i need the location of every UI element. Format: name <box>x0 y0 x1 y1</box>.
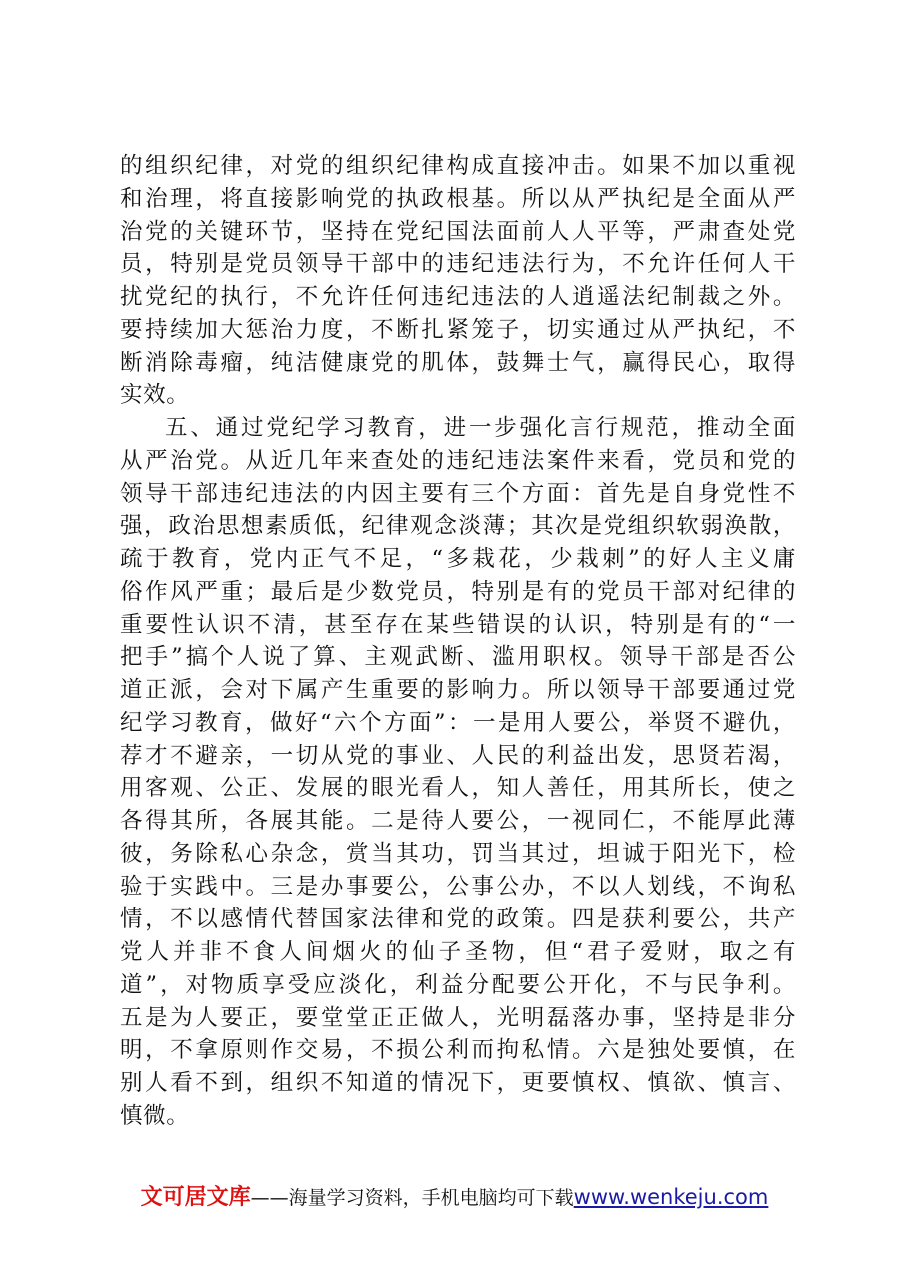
text-line: 慎微。 <box>120 1102 190 1129</box>
text-line: 断消除毒瘤，纯洁健康党的肌体，鼓舞士气，赢得民心，取得 <box>120 349 796 376</box>
text-line: 治党的关键环节，坚持在党纪国法面前人人平等，严肃查处党 <box>120 218 796 245</box>
text-line: 情，不以感情代替国家法律和党的政策。四是获利要公，共产 <box>120 906 796 933</box>
text-line: 荐才不避亲，一切从党的事业、人民的利益出发，思贤若渴， <box>120 742 796 769</box>
text-line: 要持续加大惩治力度，不断扎紧笼子，切实通过从严执纪，不 <box>120 316 796 343</box>
brand-name: 文可居文库 <box>140 1185 251 1210</box>
text-line: 从严治党。从近几年来查处的违纪违法案件来看，党员和党的 <box>120 447 796 474</box>
text-line-indented: 五、通过党纪学习教育，进一步强化言行规范，推动全面 <box>165 415 796 441</box>
text-line: 把手”搞个人说了算、主观武断、滥用职权。领导干部是否公 <box>120 644 796 671</box>
text-line: 扰党纪的执行，不允许任何违纪违法的人逍遥法纪制裁之外。 <box>120 284 796 310</box>
text-line: 明，不拿原则作交易，不损公利而拘私情。六是独处要慎，在 <box>120 1037 796 1064</box>
text-line: 疏于教育，党内正气不足，“多栽花，少栽刺”的好人主义庸 <box>120 546 796 572</box>
text-line: 彼，务除私心杂念，赏当其功，罚当其过，坦诚于阳光下，检 <box>120 840 796 867</box>
footer-banner <box>0 1180 909 1215</box>
text-line: 五是为人要正，要堂堂正正做人，光明磊落办事，坚持是非分 <box>120 1004 796 1031</box>
document-body <box>120 150 796 1133</box>
text-line: 验于实践中。三是办事要公，公事公办，不以人划线，不询私 <box>120 873 796 900</box>
text-line: 和治理，将直接影响党的执政根基。所以从严执纪是全面从严 <box>120 185 796 212</box>
text-line: 强，政治思想素质低，纪律观念淡薄；其次是党组织软弱涣散， <box>120 513 796 540</box>
footer-tagline: ——海量学习资料，手机电脑均可下载 <box>250 1187 574 1209</box>
text-line: 用客观、公正、发展的眼光看人，知人善任，用其所长，使之 <box>120 775 796 802</box>
text-line: 领导干部违纪违法的内因主要有三个方面：首先是自身党性不 <box>120 480 796 507</box>
paragraph-2 <box>120 412 796 1133</box>
text-line: 纪学习教育，做好“六个方面”：一是用人要公，举贤不避仇， <box>120 709 796 736</box>
text-line: 员，特别是党员领导干部中的违纪违法行为，不允许任何人干 <box>120 251 796 278</box>
text-line: 实效。 <box>120 382 190 409</box>
text-line: 别人看不到，组织不知道的情况下，更要慎权、慎欲、慎言、 <box>120 1070 796 1096</box>
text-line: 俗作风严重；最后是少数党员，特别是有的党员干部对纪律的 <box>120 578 796 605</box>
text-line: 道”，对物质享受应淡化，利益分配要公开化，不与民争利。 <box>120 971 796 998</box>
text-line: 的组织纪律，对党的组织纪律构成直接冲击。如果不加以重视 <box>120 153 796 179</box>
text-line: 道正派，会对下属产生重要的影响力。所以领导干部要通过党 <box>120 677 796 703</box>
text-line: 党人并非不食人间烟火的仙子圣物，但“君子爱财，取之有 <box>120 939 796 965</box>
text-line: 重要性认识不清，甚至存在某些错误的认识，特别是有的“一 <box>120 611 796 638</box>
paragraph-1 <box>120 150 796 412</box>
website-link[interactable]: www.wenkeju.com <box>573 1185 769 1209</box>
text-line: 各得其所，各展其能。二是待人要公，一视同仁，不能厚此薄 <box>120 808 796 834</box>
